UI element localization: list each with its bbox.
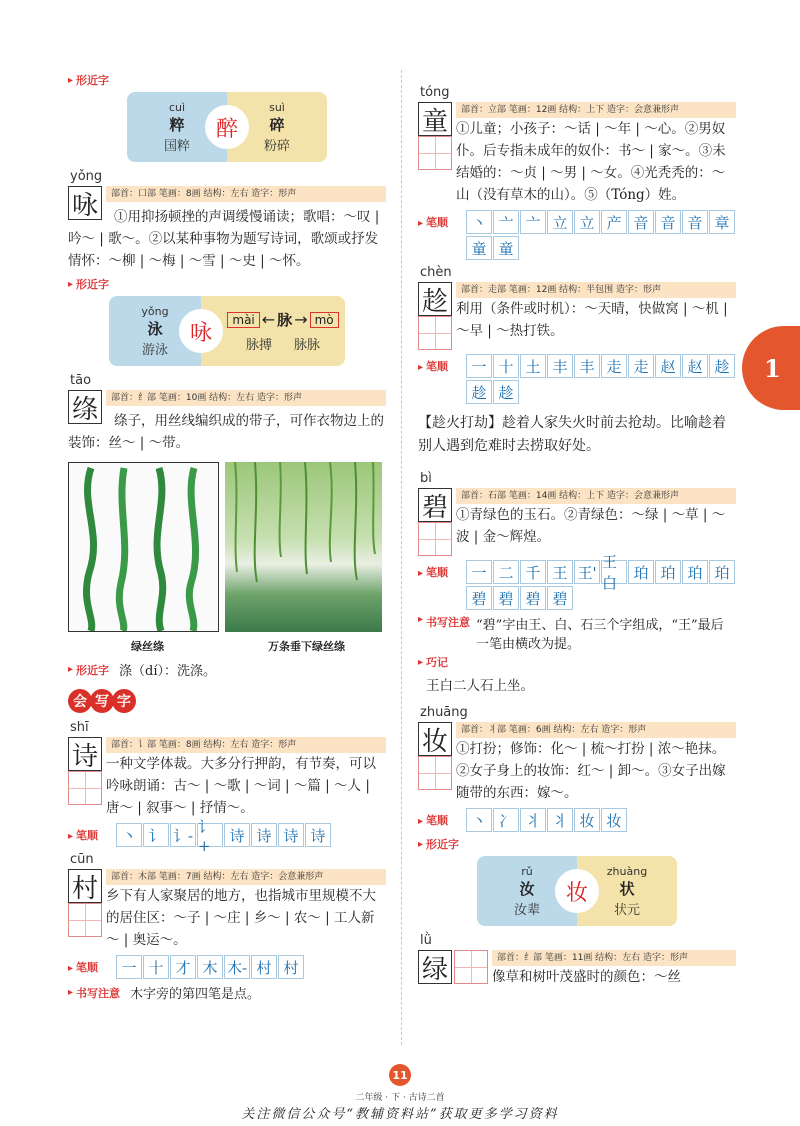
stroke-cell: 一 [466,560,492,584]
definition: ①青绿色的玉石。②青绿色：～绿 | ～草 | ～波 | 金～辉煌。 [456,507,726,545]
stroke-cell: 冫 [493,808,519,832]
writing-note-text: “碧”字由王、白、石三个字组成，“王”最后一笔由横改为提。 [476,618,724,652]
stroke-cell: 珀 [655,560,681,584]
stroke-cell: 立 [547,210,573,234]
stroke-cell: 趁 [709,354,735,378]
stroke-cell: 诗 [224,823,250,847]
left-column [68,70,386,1004]
definition: 像草和树叶茂盛时的颜色：～丝 [492,969,681,985]
compare-center-char: 醉 [205,105,249,149]
stroke-cell: 十 [493,354,519,378]
writing-grid [418,136,452,170]
stroke-order [418,210,736,234]
compare-zhuang [477,856,677,926]
stroke-cell: 二 [493,560,519,584]
compare-char: 粹 [169,115,185,134]
entry-tao [68,372,386,454]
compare-word: 脉脉 [294,338,321,353]
stroke-cell: 诗 [278,823,304,847]
hanzi-box: 绿 [418,950,452,984]
similar-label: ▸ 形近字 [418,836,736,852]
stroke-cell: 赵 [682,354,708,378]
stroke-cell: 妆 [574,808,600,832]
stroke-cell: 童 [466,236,492,260]
stroke-cell: 土 [520,354,546,378]
stroke-label: ▸ 笔顺 [418,564,466,580]
definition: ①儿童；小孩子：～话 | ～年 | ～心。②男奴仆。后专指未成年的奴仆：书～ | 家～。③未结婚的：～贞 | ～男 | ～女。④光秃秃的：～山（没有草木的山）。⑤（Tóng）姓。 [456,121,726,203]
stroke-cell: 丬 [547,808,573,832]
pinyin: zhuāng [420,705,468,720]
stroke-cell: 碧 [520,586,546,610]
stroke-cell: 讠 [143,823,169,847]
entry-yong [68,168,386,272]
hanzi-box: 村 [68,869,102,903]
compare-word: 脉搏 [245,338,272,353]
stroke-order [418,354,736,378]
stroke-cell: 童 [493,236,519,260]
compare-word: 国粹 [163,138,190,154]
stroke-cell: 村 [278,955,304,979]
stroke-order [418,553,736,592]
char-meta: 部首：走部 笔画：12画 结构：半包围 造字：形声 [456,282,736,298]
compare-word: 粉碎 [263,138,290,154]
writing-grid [68,771,102,805]
footer-subtitle: 二年级 · 下 · 古诗二首 [355,1093,445,1103]
stroke-cell: 碧 [547,586,573,610]
willow-image [225,462,382,632]
stroke-label: ▸ 笔顺 [418,812,466,828]
stroke-cell: 产 [601,210,627,234]
hanzi-box: 妆 [418,722,452,756]
right-column [418,84,736,992]
stroke-cell: 千 [520,560,546,584]
compare-center-char: 咏 [179,309,223,353]
writing-grid [418,756,452,790]
char-meta: 部首：立部 笔画：12画 结构：上下 造字：会意兼形声 [456,102,736,118]
entry-tong [418,84,736,260]
stroke-cell: 木- [224,955,250,979]
stroke-label: ▸ 笔顺 [68,827,116,843]
stroke-cell: 趁 [466,380,492,404]
caption: 绿丝绦 [131,640,164,653]
writing-note: ▸ 书写注意 “碧”字由王、白、石三个字组成，“王”最后一笔由横改为提。 [418,614,736,652]
section-title-write [68,689,386,713]
stroke-cell: 妆 [601,808,627,832]
stroke-cell: 音 [682,210,708,234]
pinyin: bì [420,471,432,486]
stroke-cell: 讠- [170,823,196,847]
similar-text: 涤（dí）：洗涤。 [119,664,217,679]
stroke-cell: 碧 [493,586,519,610]
page-number: 11 [389,1064,411,1086]
stroke-cell: 珀 [628,560,654,584]
pinyin: cūn [70,852,94,867]
stroke-cell: 丬 [520,808,546,832]
entry-bi [418,470,736,610]
compare-pinyin: mài [227,312,259,328]
stroke-cell: 珀 [709,560,735,584]
entry-cun [68,851,386,979]
stroke-cell: 一 [116,955,142,979]
stroke-cell: 才 [170,955,196,979]
compare-pinyin: yǒng [141,304,169,318]
pinyin: chèn [420,265,452,280]
char-meta: 部首：口部 笔画：8画 结构：左右 造字：形声 [106,186,386,202]
similar-label: ▸ 形近字 [68,276,386,292]
compare-zui [127,92,327,162]
pinyin: lǜ [420,933,432,948]
stroke-order-row2 [466,236,736,260]
stroke-cell: 走 [601,354,627,378]
stroke-order-row2 [466,586,736,610]
compare-pinyin: zhuàng [606,864,648,878]
compare-pinyin: mò [310,312,339,328]
stroke-cell: 讠+ [197,823,223,847]
stroke-cell: 赵 [655,354,681,378]
writing-grid [68,903,102,937]
stroke-cell: 走 [628,354,654,378]
compare-center-char: 妆 [555,869,599,913]
stroke-cell: 音 [628,210,654,234]
char-meta: 部首：纟部 笔画：10画 结构：左右 造字：形声 [106,390,386,406]
similar-label: ▸ 形近字 [68,72,386,88]
stroke-cell: 王 [547,560,573,584]
similar-label: ▸ 形近字 涤（dí）：洗涤。 [68,660,386,679]
stroke-cell: 诗 [305,823,331,847]
compare-pinyin: cuì [168,100,186,114]
stroke-label: ▸ 笔顺 [68,959,116,975]
stroke-cell: 丶 [116,823,142,847]
entry-shi [68,719,386,855]
mai-variants: mài ← 脉 → mò [227,309,338,330]
caption: 万条垂下绿丝绦 [268,640,345,653]
definition: ①打扮；修饰：化～ | 梳～打扮 | 浓～艳抹。②女子身上的妆饰：红～ | 卸～。③女子出嫁随带的东西：嫁～。 [456,741,726,801]
hanzi-box: 童 [418,102,452,136]
compare-char: 泳 [147,319,163,338]
writing-note-text: 木字旁的第四笔是点。 [130,987,261,1002]
memory-tip-label: ▸ 巧记 [418,654,736,670]
stroke-cell: 章 [709,210,735,234]
ribbon-image [68,462,219,632]
definition: 乡下有人家聚居的地方，也指城市里规模不大的居住区：～子 | ～庄 | 乡～ | 农～ | 工人新～ | 奥运～。 [106,888,376,948]
compare-word: 状元 [613,902,640,918]
stroke-label: ▸ 笔顺 [418,214,466,230]
writing-grid [454,950,488,984]
definition: ①用抑扬顿挫的声调缓慢诵读；歌唱：～叹 | 吟～ | 歌～。②以某种事物为题写诗词，歌颂或抒发情怀：～柳 | ～梅 | ～雪 | ～史 | ～怀。 [68,209,380,269]
stroke-order [68,955,386,979]
hanzi-box: 诗 [68,737,102,771]
compare-char: 碎 [269,115,285,134]
char-meta: 部首：木部 笔画：7画 结构：左右 造字：会意兼形声 [106,869,386,885]
writing-note: ▸ 书写注意 木字旁的第四笔是点。 [68,983,386,1002]
stroke-order [68,817,386,855]
stroke-cell: 诗 [251,823,277,847]
stroke-cell: 丶 [466,210,492,234]
memory-tip-text: 王白二人石上坐。 [426,678,534,694]
compare-word: 汝辈 [513,902,540,918]
footer-watermark: 关注微信公众号“教辅资料站”获取更多学习资料 [241,1107,559,1122]
photos [68,462,386,632]
pinyin: shī [70,720,89,735]
definition: 绦子，用丝线编织成的带子，可作衣物边上的装饰：丝～ | ～带。 [68,413,384,451]
pinyin: tóng [420,85,450,100]
char-meta: 部首：纟部 笔画：11画 结构：左右 造字：形声 [492,950,736,966]
stroke-cell: 碧 [466,586,492,610]
stroke-cell: 一 [466,354,492,378]
hanzi-box: 咏 [68,186,102,220]
chapter-tab: 1 [742,326,800,410]
stroke-order-row2 [466,380,736,404]
compare-word: 游泳 [141,342,168,358]
char-meta: 部首：讠部 笔画：8画 结构：左右 造字：形声 [106,737,386,753]
stroke-cell: 音 [655,210,681,234]
hanzi-box: 绦 [68,390,102,424]
entry-lv [418,932,736,988]
column-divider [401,70,402,1045]
stroke-cell: 珀 [682,560,708,584]
section-title-char: 写 [90,689,114,713]
idiom: 【趁火打劫】趁着人家失火时前去抢劫。比喻趁着别人遇到危难时去捞取好处。 [418,415,726,454]
stroke-cell: 村 [251,955,277,979]
photo-captions [68,638,386,654]
stroke-cell: 十 [143,955,169,979]
pinyin: yǒng [70,169,103,184]
stroke-cell: 丰 [574,354,600,378]
stroke-cell: 丶 [466,808,492,832]
stroke-cell: 木 [197,955,223,979]
compare-char: 状 [619,879,635,898]
pinyin: tāo [70,373,92,388]
stroke-cell: 亠 [493,210,519,234]
entry-zhuang [418,704,736,832]
stroke-cell: 亠 [520,210,546,234]
definition: 利用（条件或时机）：～天晴，快做窝 | ～机 | ～早 | ～热打铁。 [456,301,728,339]
stroke-cell: 趁 [493,380,519,404]
compare-pinyin: suì [269,100,285,114]
stroke-order [418,808,736,832]
stroke-label: ▸ 笔顺 [418,358,466,374]
stroke-cell: 立 [574,210,600,234]
section-title-char: 字 [112,689,136,713]
hanzi-box: 趁 [418,282,452,316]
char-meta: 部首：丬部 笔画：6画 结构：左右 造字：形声 [456,722,736,738]
stroke-cell: 王白 [601,560,627,584]
stroke-cell: 丰 [547,354,573,378]
writing-grid [418,316,452,350]
hanzi-box: 碧 [418,488,452,522]
entry-chen [418,264,736,404]
writing-grid [418,522,452,556]
compare-yong [109,296,345,366]
compare-char: 脉 [277,311,293,329]
section-title-char: 会 [68,689,92,713]
char-meta: 部首：石部 笔画：14画 结构：上下 造字：会意兼形声 [456,488,736,504]
stroke-cell: 王' [574,560,600,584]
compare-pinyin: rǔ [521,864,533,878]
compare-char: 汝 [519,879,535,898]
definition: 一种文学体裁。大多分行押韵，有节奏，可以吟咏朗诵：古～ | ～歌 | ～词 | ～篇 | ～人 | 唐～ | 叙事～ | 抒情～。 [106,756,376,816]
